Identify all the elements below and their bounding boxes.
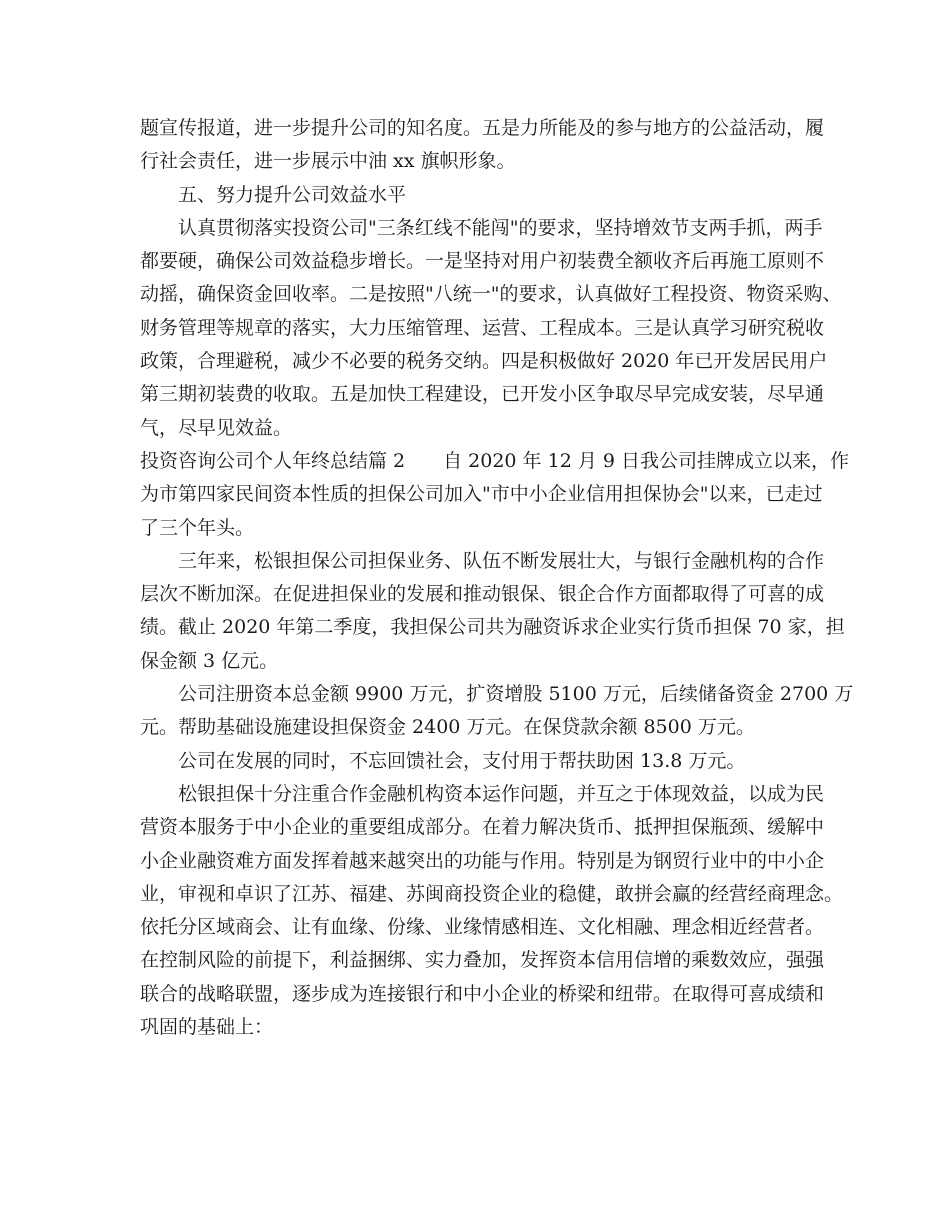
text-line: 公司在发展的同时，不忘回馈社会，支付用于帮扶助困 13.8 万元。: [178, 749, 746, 772]
text-line: 都要硬，确保公司效益稳步增长。一是坚持对用户初装费全额收齐后再施工原则不: [140, 250, 825, 273]
text-line: 五、努力提升公司效益水平: [178, 183, 407, 206]
text-line: 认真贯彻落实投资公司"三条红线不能闯"的要求，坚持增效节支两手抓，两手: [178, 216, 823, 239]
text-line: 动摇，确保资金回收率。二是按照"八统一"的要求，认真做好工程投资、物资采购、: [140, 283, 842, 306]
text-line: 行社会责任，进一步展示中油 xx 旗帜形象。: [140, 150, 516, 173]
text-line: 投资咨询公司个人年终总结篇 2 自 2020 年 12 月 9 日我公司挂牌成立以来，作: [140, 449, 849, 472]
text-line: 层次不断加深。在促进担保业的发展和推动银保、银企合作方面都取得了可喜的成: [140, 583, 825, 606]
text-line: 公司注册资本总金额 9900 万元，扩资增股 5100 万元，后续储备资金 2700 万: [178, 683, 854, 706]
text-line: 巩固的基础上：: [140, 1016, 274, 1039]
text-line: 联合的战略联盟，逐步成为连接银行和中小企业的桥梁和纽带。在取得可喜成绩和: [140, 982, 825, 1005]
text-line: 元。帮助基础设施建设担保资金 2400 万元。在保贷款余额 8500 万元。: [140, 716, 755, 739]
text-line: 小企业融资难方面发挥着越来越突出的功能与作用。特别是为钢贸行业中的中小企: [140, 849, 825, 872]
text-line: 了三个年头。: [140, 516, 255, 539]
document-body: [140, 112, 854, 1044]
text-line: 营资本服务于中小企业的重要组成部分。在着力解决货币、抵押担保瓶颈、缓解中: [140, 816, 825, 839]
text-line: 绩。截止 2020 年第二季度，我担保公司共为融资诉求企业实行货币担保 70 家，担: [140, 616, 845, 639]
text-line: 依托分区域商会、让有血缘、份缘、业缘情感相连、文化相融、理念相近经营者。: [140, 916, 825, 939]
text-line: 在控制风险的前提下，利益捆绑、实力叠加，发挥资本信用信增的乘数效应，强强: [140, 949, 825, 972]
text-line: 松银担保十分注重合作金融机构资本运作问题，并互之于体现效益，以成为民: [178, 782, 825, 805]
text-line: 保金额 3 亿元。: [140, 649, 279, 672]
text-line: 三年来，松银担保公司担保业务、队伍不断发展壮大，与银行金融机构的合作: [178, 549, 825, 572]
text-line: 为市第四家民间资本性质的担保公司加入"市中小企业信用担保协会"以来，已走过: [140, 483, 823, 506]
text-line: 题宣传报道，进一步提升公司的知名度。五是力所能及的参与地方的公益活动，履: [140, 117, 825, 139]
text-line: 气，尽早见效益。: [140, 416, 293, 439]
text-line: 业，审视和卓识了江苏、福建、苏闽商投资企业的稳健，敢拼会赢的经营经商理念。: [140, 882, 844, 905]
text-line: 财务管理等规章的落实，大力压缩管理、运营、工程成本。三是认真学习研究税收: [140, 316, 825, 339]
text-line: 第三期初装费的收取。五是加快工程建设，已开发小区争取尽早完成安装，尽早通: [140, 383, 825, 406]
text-line: 政策，合理避税，减少不必要的税务交纳。四是积极做好 2020 年已开发居民用户: [140, 350, 828, 373]
